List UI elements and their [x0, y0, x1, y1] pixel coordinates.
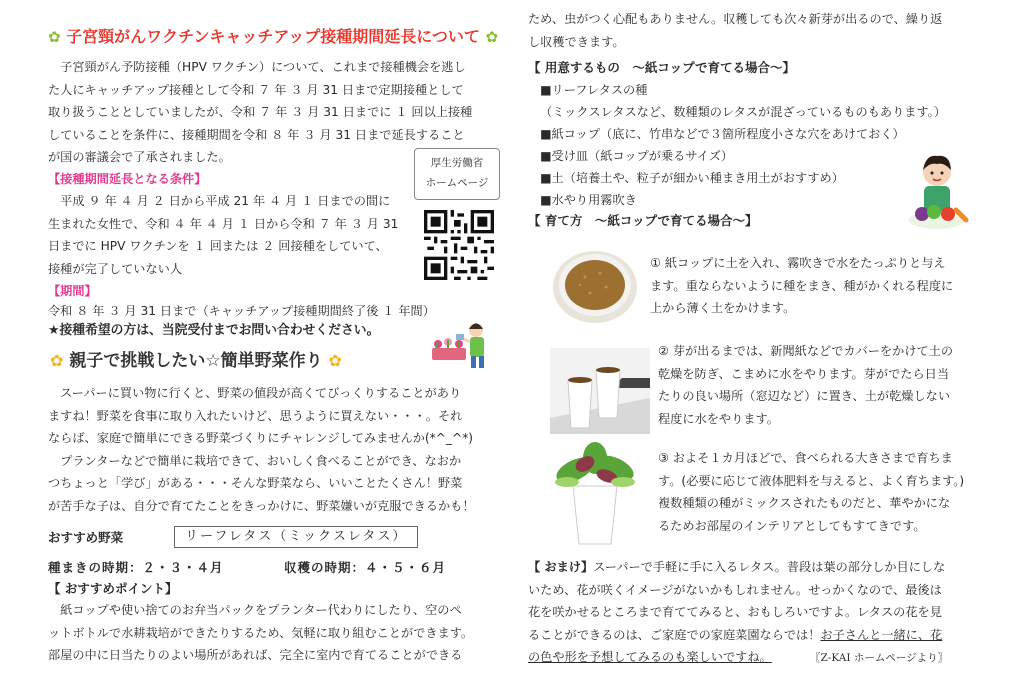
- intro-line: た人にキャッチアップ接種として令和 ７ 年 ３ 月 31 日まで定期接種として: [48, 82, 464, 97]
- vegetable-title: [50, 348, 342, 374]
- source-credit: 〖Z-KAI ホームページより〗: [810, 652, 949, 664]
- mhlw-label: 厚生労働省: [430, 157, 484, 169]
- intro-line: 子宮頸がん予防接種（HPV ワクチン）について、これまで接種機会を逃し: [48, 60, 466, 74]
- step-3-line: 複数種類の種がミックスされたものだと、華やかにな: [658, 496, 951, 510]
- bonus-line: いため、花が咲くイメージがないかもしれません。せっかくなので、最後は: [528, 582, 942, 597]
- step-1-line: ます。重ならないように種をまき、種がかくれる程度に: [650, 278, 954, 293]
- bonus-line-0: スーパーで手軽に手に入るレタス。普段は葉の部分しか目にしな: [593, 560, 946, 574]
- flower-icon: ✿: [328, 351, 342, 370]
- step-3-line: るためお部屋のインテリアとしてもすてきです。: [658, 518, 926, 533]
- prep-item: ■土（培養土や、粒子が細かい種まき用土がおすすめ）: [540, 171, 844, 185]
- prep-item: ■リーフレタスの種: [540, 83, 648, 97]
- veg-line: ならば、家庭で簡単にできる野菜づくりにチャレンジしてみませんか(*^_^*): [48, 431, 474, 445]
- soil-cup-image: [550, 245, 640, 325]
- bonus-line-3: ることができるのは、ご家庭での家庭菜園ならでは！: [528, 627, 821, 642]
- vaccine-title-text: 子宮頸がんワクチンキャッチアップ接種期間延長について: [66, 27, 480, 46]
- point-line: ットボトルで水耕栽培ができたりするため、気軽に取り組むことができます。: [48, 625, 474, 640]
- step-2-line: たりの良い場所（窓辺など）に置き、土が乾燥しない: [658, 389, 951, 403]
- point-label: 【 おすすめポイント】: [48, 581, 178, 596]
- veg-line: が苦手な子は、自分で育てたことをきっかけに、野菜嫌いが克服できるかも！: [48, 498, 475, 513]
- intro-line: が国の審議会で了承されました。: [48, 150, 231, 164]
- paper-cups-image: [550, 348, 650, 434]
- bonus-line: 花を咲かせるところまで育ててみると、おもしろいですよ。レタスの花を見: [528, 605, 942, 619]
- step-2-line: 乾燥を防ぎ、こまめに水をやります。芽がでたら日当: [658, 366, 950, 381]
- vegetable-title-text: 親子で挑戦したい☆簡単野菜作り: [69, 351, 323, 371]
- step-3-line: す。(必要に応じて液体肥料を与えると、よく育ちます。): [658, 473, 965, 488]
- step-3-line: ③ およそ１カ月ほどで、食べられる大きさまで育ちま: [658, 451, 953, 465]
- prep-item: ■受け皿（紙コップが乗るサイズ）: [540, 149, 734, 163]
- step-1: [650, 252, 953, 320]
- vegetable-intro: [48, 382, 475, 517]
- prep-item: （ミックスレタスなど、数種類のレタスが混ざっているものもあります。）: [540, 105, 946, 119]
- cont-line: し収穫できます。: [528, 34, 625, 49]
- period-label: 【期間】: [48, 284, 97, 298]
- veg-line: ますね！野菜を食事に取り入れたいけど、思うように買えない・・・。それ: [48, 408, 463, 423]
- recommend-value: リーフレタス（ミックスレタス）: [174, 526, 418, 548]
- extension-line: 生まれた女性で、令和 ４ 年 ４ 月 １ 日から令和 ７ 年 ３ 月 31: [48, 216, 399, 231]
- period-text: 令和 ８ 年 ３ 月 31 日まで（キャッチアップ接種期間終了後 １ 年間）: [48, 304, 435, 318]
- veg-line: つちょっと「学び」がある・・・そんな野菜なら、いいことたくさん！野菜: [48, 476, 463, 490]
- veg-line: スーパーに買い物に行くと、野菜の値段が高くてびっくりすることがあり: [48, 386, 462, 400]
- sow-time: 種まきの時期：２・３・４月: [48, 560, 224, 575]
- step-1-line: 上から薄く土をかけます。: [650, 301, 796, 315]
- prep-label: 【 用意するもの ～紙コップで育てる場合～】: [528, 60, 795, 75]
- mhlw-homepage-box[interactable]: [414, 148, 500, 200]
- grow-label: 【 育て方 ～紙コップで育てる場合～】: [528, 213, 758, 228]
- mhlw-homepage-label: ホームページ: [425, 177, 489, 189]
- step-1-line: ① 紙コップに土を入れ、霧吹きで水をたっぷりと与え: [650, 256, 946, 270]
- extension-line: 平成 ９ 年 ４ 月 ２ 日から平成 21 年 ４ 月 １ 日までの間に: [48, 194, 391, 208]
- bonus-line: [528, 556, 945, 579]
- bonus-underline-2: の色や形を予想してみるのも楽しいですね。: [528, 650, 772, 664]
- watering-plants-illustration: [428, 318, 494, 370]
- extension-line: 接種が完了していない人: [48, 261, 183, 276]
- extension-line: 日までに HPV ワクチンを １ 回または ２ 回接種をしていて、: [48, 239, 388, 253]
- intro-line: 取り扱うこととしていましたが、令和 ７ 年 ３ 月 31 日までに １ 回以上接種: [48, 105, 473, 119]
- cont-line: ため、虫がつく心配もありません。収穫しても次々新芽が出るので、繰り返: [528, 12, 943, 26]
- bonus-label: 【 おまけ】: [528, 560, 594, 574]
- flower-icon: ✿: [50, 351, 64, 370]
- vaccine-intro: [48, 56, 472, 169]
- boy-with-vegetables-illustration: [904, 150, 970, 232]
- step-2-line: ② 芽が出るまでは、新聞紙などでカバーをかけて土の: [658, 344, 954, 358]
- extension-label: 【接種期間延長となる条件】: [48, 172, 207, 186]
- vaccine-title: [48, 25, 498, 49]
- qr-code-icon[interactable]: [424, 210, 494, 280]
- prep-list: [540, 79, 946, 211]
- point-line: 紙コップや使い捨てのお弁当パックをプランター代わりにしたり、空のペ: [48, 603, 462, 617]
- point-line: 部屋の中に日当たりのよい場所があれば、完全に室内で育てることができる: [48, 648, 463, 662]
- flower-icon: ✿: [485, 28, 499, 46]
- inquiry-text: ★接種希望の方は、当院受付までお問い合わせください。: [48, 323, 380, 338]
- prep-item: ■紙コップ（底に、竹串などで３箇所程度小さな穴をあけておく）: [540, 127, 905, 141]
- extension-conditions: [48, 190, 398, 280]
- step-2: [658, 340, 953, 430]
- prep-item: ■水やり用霧吹き: [540, 193, 637, 207]
- lettuce-cup-image: [545, 440, 645, 546]
- flower-icon: ✿: [48, 28, 61, 46]
- bonus-line: [528, 624, 945, 647]
- bonus-underline-1: お子さんと一緒に、花: [820, 627, 943, 642]
- veg-line: プランターなどで簡単に栽培できて、おいしく食べることができ、なおか: [48, 453, 462, 468]
- step-2-line: 程度に水をやります。: [658, 411, 779, 426]
- step-3: [658, 447, 964, 537]
- intro-line: していることを条件に、接種期間を令和 ８ 年 ３ 月 31 日まで延長すること: [48, 127, 465, 142]
- right-continued: [528, 8, 942, 53]
- harvest-time: 収穫の時期：４・５・６月: [284, 560, 447, 575]
- point-text: [48, 599, 473, 667]
- recommend-label: おすすめ野菜: [48, 530, 124, 545]
